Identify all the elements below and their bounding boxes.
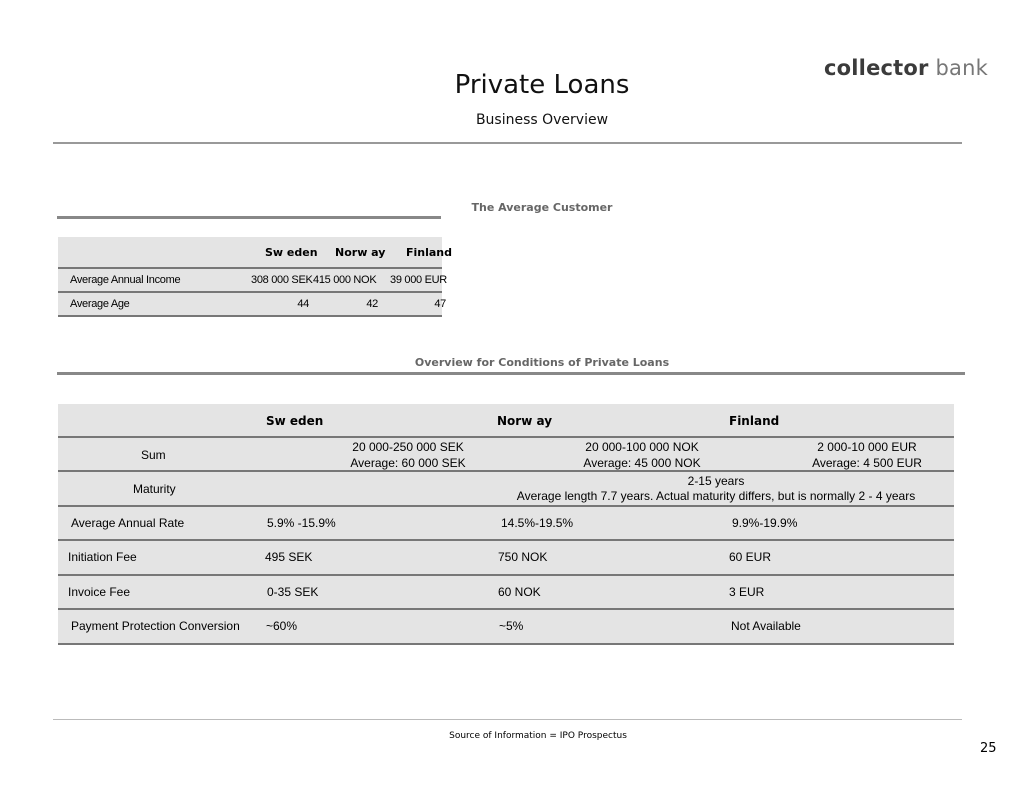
footer-divider — [53, 719, 962, 720]
cell-sweden: ~60% — [266, 619, 298, 633]
cell-finland-average: Average: 4 500 EUR — [812, 456, 922, 470]
row-label: Maturity — [133, 482, 176, 496]
cell-norway: 42 — [366, 298, 378, 310]
table-row — [58, 541, 954, 576]
cell-finland-range: 2 000-10 000 EUR — [817, 440, 917, 454]
column-header-norway: Norw ay — [497, 414, 553, 428]
cell-sweden-range: 20 000-250 000 SEK — [352, 440, 464, 454]
table-row-maturity — [58, 472, 954, 507]
conditions-section-rule — [57, 372, 965, 375]
cell-sweden: 308 000 SEK — [251, 274, 313, 286]
row-label: Initiation Fee — [68, 550, 137, 564]
row-label: Sum — [141, 448, 166, 462]
cell-finland: 3 EUR — [729, 585, 765, 599]
row-label: Average Annual Income — [70, 274, 181, 286]
row-label: Payment Protection Conversion — [71, 619, 240, 633]
column-header-sweden: Sw eden — [266, 414, 324, 428]
table-row — [58, 576, 954, 610]
table-row — [58, 293, 446, 317]
table-row-sum — [58, 438, 954, 472]
column-header-finland: Finland — [406, 246, 453, 259]
cell-finland: 9.9%-19.9% — [732, 516, 798, 530]
maturity-range: 2-15 years — [687, 474, 745, 488]
page-title: Private Loans — [454, 70, 630, 100]
cell-sweden: 5.9% -15.9% — [267, 516, 336, 530]
cell-norway: ~5% — [499, 619, 524, 633]
cell-finland: 39 000 EUR — [390, 274, 447, 286]
cell-norway-average: Average: 45 000 NOK — [583, 456, 701, 470]
cell-sweden-average: Average: 60 000 SEK — [350, 456, 466, 470]
column-header-finland: Finland — [729, 414, 780, 428]
customer-section-rule — [57, 216, 441, 219]
cell-norway: 415 000 NOK — [313, 274, 377, 286]
page-subtitle: Business Overview — [475, 112, 609, 128]
source-note: Source of Information = IPO Prospectus — [449, 731, 627, 741]
cell-norway-range: 20 000-100 000 NOK — [585, 440, 699, 454]
table-row — [58, 269, 447, 293]
table-header — [58, 404, 954, 438]
table-row — [58, 610, 954, 645]
cell-sweden: 495 SEK — [265, 550, 313, 564]
cell-finland: 60 EUR — [729, 550, 772, 564]
row-label: Average Annual Rate — [71, 516, 185, 530]
logo-text-collector: collector — [824, 56, 929, 80]
row-label: Invoice Fee — [68, 585, 131, 599]
cell-finland: 47 — [434, 298, 446, 310]
row-label: Average Age — [70, 298, 130, 310]
cell-norway: 14.5%-19.5% — [501, 516, 574, 530]
cell-finland: Not Available — [731, 619, 801, 633]
header-divider — [53, 142, 962, 144]
cell-norway: 60 NOK — [498, 585, 541, 599]
table-row — [58, 507, 954, 541]
cell-sweden: 44 — [297, 298, 309, 310]
page-number: 25 — [980, 741, 997, 756]
maturity-note: Average length 7.7 years. Actual maturity differs, but is normally 2 - 4 years — [516, 489, 916, 503]
customer-section-title: The Average Customer — [471, 201, 613, 214]
table-header — [58, 237, 453, 269]
logo-text-bank: bank — [935, 56, 988, 80]
collector-bank-logo — [824, 56, 988, 80]
column-header-norway: Norw ay — [335, 246, 386, 259]
average-customer-table — [58, 237, 453, 317]
cell-norway: 750 NOK — [498, 550, 548, 564]
column-header-sweden: Sw eden — [265, 246, 318, 259]
conditions-table — [58, 404, 954, 645]
conditions-section-title: Overview for Conditions of Private Loans — [414, 356, 670, 369]
cell-sweden: 0-35 SEK — [267, 585, 319, 599]
